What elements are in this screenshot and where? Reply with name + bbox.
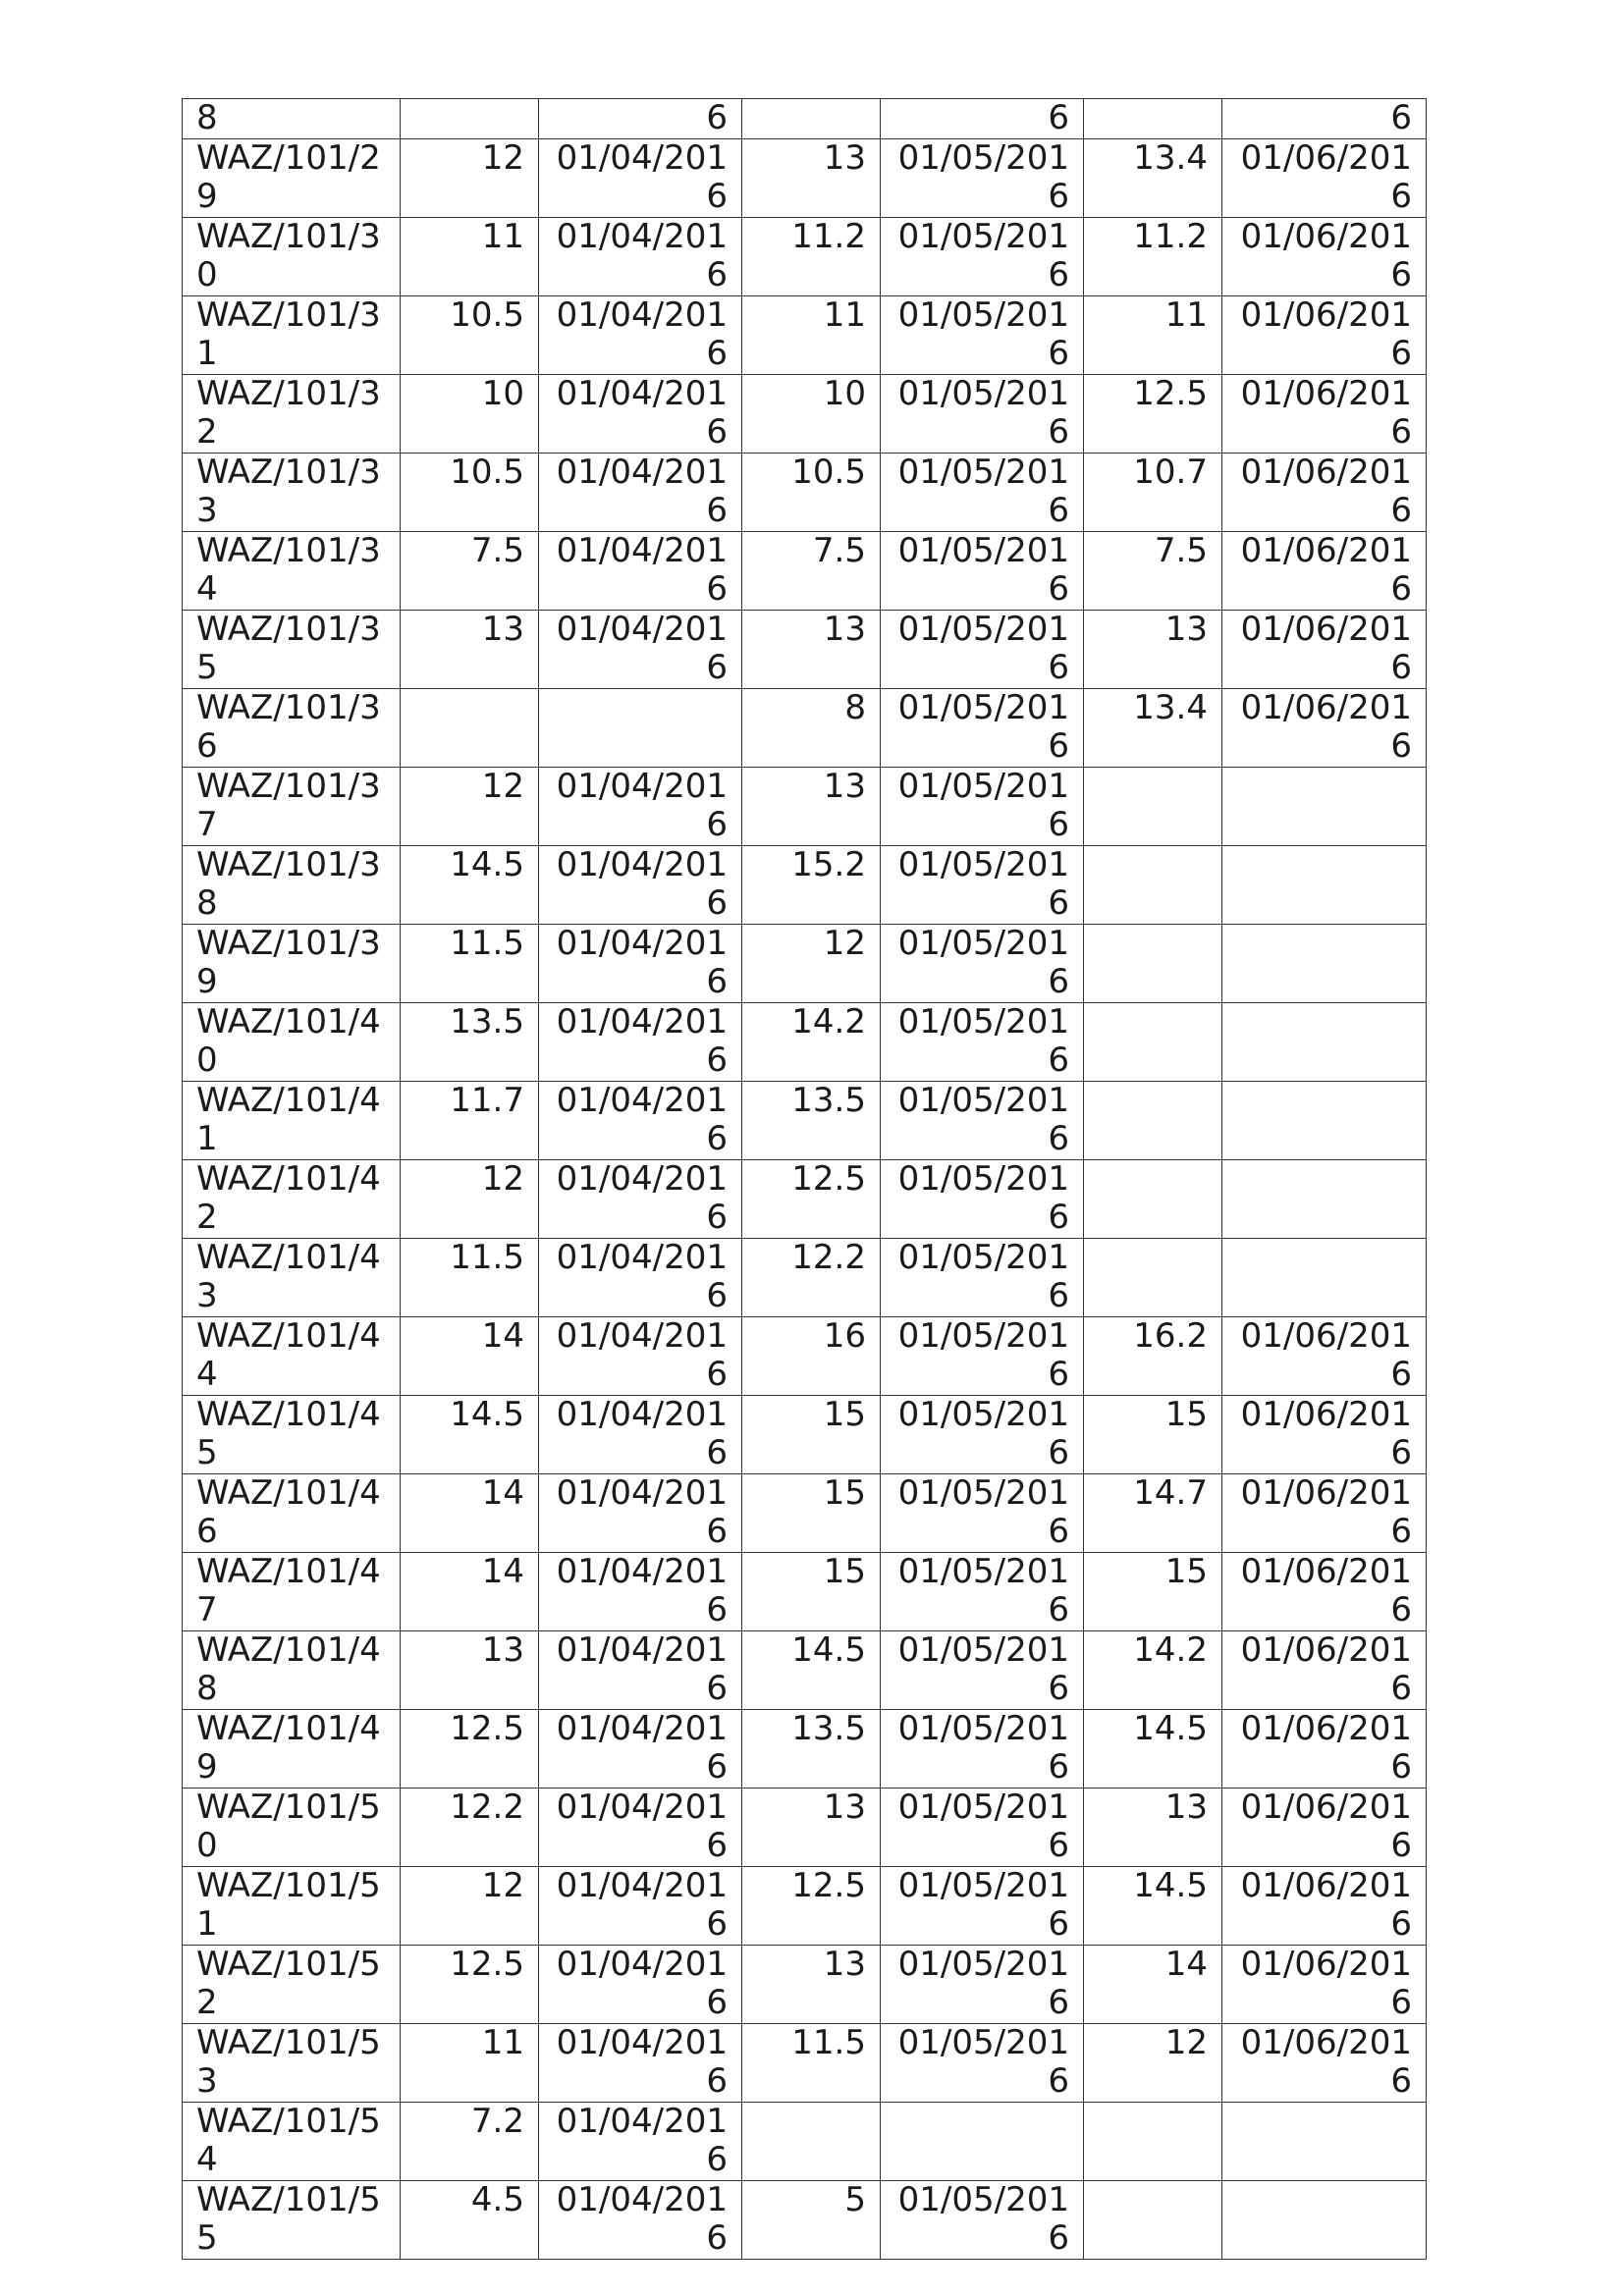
table-row-continued — [183, 99, 1427, 139]
date-1-cell: 01/04/2016 — [539, 2181, 742, 2260]
date-2-cell: 01/05/2016 — [881, 1710, 1084, 1789]
date-1-cell: 01/04/2016 — [539, 139, 742, 218]
date-3-cell: 01/06/2016 — [1222, 1631, 1427, 1710]
table-row — [183, 1396, 1427, 1474]
table-row — [183, 1082, 1427, 1160]
value-2-cell: 13 — [742, 611, 881, 689]
value-2-cell: 13.5 — [742, 1710, 881, 1789]
record-id-cell: WAZ/101/46 — [183, 1474, 401, 1553]
table-row — [183, 1160, 1427, 1239]
value-1-cell: 14.5 — [401, 1396, 539, 1474]
value-1-cell: 14 — [401, 1474, 539, 1553]
value-2-cell: 11 — [742, 296, 881, 375]
table-row — [183, 2103, 1427, 2181]
value-2-cell: 12.5 — [742, 1867, 881, 1946]
date-3-cell: 01/06/2016 — [1222, 1396, 1427, 1474]
value-2-cell: 13 — [742, 1946, 881, 2024]
value-1-cell: 10.5 — [401, 296, 539, 375]
value-1-cell — [401, 99, 539, 139]
date-2-cell: 01/05/2016 — [881, 1003, 1084, 1082]
value-2-cell: 10 — [742, 375, 881, 454]
date-3-cell: 01/06/2016 — [1222, 1710, 1427, 1789]
record-id-cell: WAZ/101/43 — [183, 1239, 401, 1317]
date-2-cell: 01/05/2016 — [881, 1239, 1084, 1317]
date-1-cell: 01/04/2016 — [539, 375, 742, 454]
value-1-cell: 11.5 — [401, 925, 539, 1003]
value-1-cell: 4.5 — [401, 2181, 539, 2260]
measurements-table — [182, 98, 1427, 2260]
date-2-cell: 01/05/2016 — [881, 218, 1084, 296]
table-row — [183, 1474, 1427, 1553]
date-2-cell — [881, 2103, 1084, 2181]
date-1-cell: 6 — [539, 99, 742, 139]
table-row — [183, 768, 1427, 846]
value-3-cell — [1084, 2181, 1222, 2260]
table-row — [183, 2024, 1427, 2103]
value-2-cell: 11.5 — [742, 2024, 881, 2103]
record-id-cell: WAZ/101/53 — [183, 2024, 401, 2103]
table-row — [183, 296, 1427, 375]
date-2-cell: 01/05/2016 — [881, 1553, 1084, 1631]
table-row — [183, 375, 1427, 454]
record-id-cell: WAZ/101/40 — [183, 1003, 401, 1082]
value-3-cell — [1084, 1160, 1222, 1239]
value-2-cell: 16 — [742, 1317, 881, 1396]
date-2-cell: 01/05/2016 — [881, 1474, 1084, 1553]
date-1-cell: 01/04/2016 — [539, 611, 742, 689]
date-1-cell: 01/04/2016 — [539, 1710, 742, 1789]
date-1-cell: 01/04/2016 — [539, 1631, 742, 1710]
record-id-cell: WAZ/101/37 — [183, 768, 401, 846]
record-id-cell: WAZ/101/52 — [183, 1946, 401, 2024]
value-2-cell: 13.5 — [742, 1082, 881, 1160]
value-3-cell — [1084, 846, 1222, 925]
value-3-cell — [1084, 2103, 1222, 2181]
value-2-cell: 15 — [742, 1474, 881, 1553]
date-1-cell: 01/04/2016 — [539, 532, 742, 611]
date-3-cell: 01/06/2016 — [1222, 1553, 1427, 1631]
date-3-cell — [1222, 1082, 1427, 1160]
date-3-cell: 01/06/2016 — [1222, 2024, 1427, 2103]
date-3-cell — [1222, 768, 1427, 846]
table-row — [183, 218, 1427, 296]
date-2-cell: 01/05/2016 — [881, 689, 1084, 768]
value-2-cell: 15.2 — [742, 846, 881, 925]
table-row — [183, 689, 1427, 768]
table-row — [183, 1003, 1427, 1082]
date-2-cell: 01/05/2016 — [881, 846, 1084, 925]
table-row — [183, 611, 1427, 689]
value-2-cell: 5 — [742, 2181, 881, 2260]
record-id-cell: WAZ/101/32 — [183, 375, 401, 454]
value-2-cell: 15 — [742, 1553, 881, 1631]
table-row — [183, 1789, 1427, 1867]
date-3-cell: 01/06/2016 — [1222, 218, 1427, 296]
record-id-cell: WAZ/101/33 — [183, 454, 401, 532]
date-2-cell: 01/05/2016 — [881, 139, 1084, 218]
date-2-cell: 01/05/2016 — [881, 1946, 1084, 2024]
date-3-cell — [1222, 2181, 1427, 2260]
date-2-cell: 01/05/2016 — [881, 1160, 1084, 1239]
table-body — [183, 99, 1427, 2260]
record-id-cell: WAZ/101/50 — [183, 1789, 401, 1867]
value-3-cell: 13 — [1084, 611, 1222, 689]
value-1-cell — [401, 689, 539, 768]
record-id-cell: WAZ/101/49 — [183, 1710, 401, 1789]
value-3-cell: 14.5 — [1084, 1710, 1222, 1789]
record-id-cell: WAZ/101/54 — [183, 2103, 401, 2181]
value-1-cell: 12 — [401, 768, 539, 846]
date-3-cell — [1222, 925, 1427, 1003]
date-1-cell: 01/04/2016 — [539, 296, 742, 375]
value-2-cell: 11.2 — [742, 218, 881, 296]
date-1-cell: 01/04/2016 — [539, 1082, 742, 1160]
table-row — [183, 1631, 1427, 1710]
date-1-cell: 01/04/2016 — [539, 1946, 742, 2024]
value-1-cell: 12 — [401, 1160, 539, 1239]
date-2-cell: 01/05/2016 — [881, 1317, 1084, 1396]
value-1-cell: 10.5 — [401, 454, 539, 532]
date-2-cell: 01/05/2016 — [881, 1082, 1084, 1160]
date-1-cell: 01/04/2016 — [539, 218, 742, 296]
value-3-cell: 11.2 — [1084, 218, 1222, 296]
table-row — [183, 846, 1427, 925]
table-row — [183, 1867, 1427, 1946]
date-2-cell: 01/05/2016 — [881, 925, 1084, 1003]
value-1-cell: 7.5 — [401, 532, 539, 611]
date-3-cell: 01/06/2016 — [1222, 532, 1427, 611]
record-id-cell: WAZ/101/29 — [183, 139, 401, 218]
value-1-cell: 12.2 — [401, 1789, 539, 1867]
date-1-cell — [539, 689, 742, 768]
record-id-cell: WAZ/101/51 — [183, 1867, 401, 1946]
value-3-cell: 13.4 — [1084, 139, 1222, 218]
date-3-cell: 01/06/2016 — [1222, 1474, 1427, 1553]
table-row — [183, 1946, 1427, 2024]
value-2-cell: 12.2 — [742, 1239, 881, 1317]
table-row — [183, 139, 1427, 218]
table-row — [183, 1553, 1427, 1631]
date-3-cell: 01/06/2016 — [1222, 139, 1427, 218]
value-1-cell: 14.5 — [401, 846, 539, 925]
record-id-cell: WAZ/101/45 — [183, 1396, 401, 1474]
record-id-cell: WAZ/101/47 — [183, 1553, 401, 1631]
table-row — [183, 2181, 1427, 2260]
date-3-cell — [1222, 1239, 1427, 1317]
date-2-cell: 01/05/2016 — [881, 296, 1084, 375]
date-3-cell: 01/06/2016 — [1222, 689, 1427, 768]
date-2-cell: 01/05/2016 — [881, 1631, 1084, 1710]
table-row — [183, 532, 1427, 611]
date-1-cell: 01/04/2016 — [539, 768, 742, 846]
value-3-cell: 15 — [1084, 1553, 1222, 1631]
value-3-cell: 13 — [1084, 1789, 1222, 1867]
date-3-cell: 01/06/2016 — [1222, 1789, 1427, 1867]
value-3-cell: 14.7 — [1084, 1474, 1222, 1553]
value-3-cell — [1084, 925, 1222, 1003]
record-id-cell: WAZ/101/55 — [183, 2181, 401, 2260]
value-2-cell: 12.5 — [742, 1160, 881, 1239]
date-2-cell: 01/05/2016 — [881, 768, 1084, 846]
value-3-cell — [1084, 1239, 1222, 1317]
date-3-cell: 01/06/2016 — [1222, 1946, 1427, 2024]
value-1-cell: 7.2 — [401, 2103, 539, 2181]
table-row — [183, 1317, 1427, 1396]
value-1-cell: 12.5 — [401, 1710, 539, 1789]
table-row — [183, 925, 1427, 1003]
date-2-cell: 01/05/2016 — [881, 1789, 1084, 1867]
date-3-cell: 01/06/2016 — [1222, 1867, 1427, 1946]
value-1-cell: 12 — [401, 1867, 539, 1946]
value-3-cell: 15 — [1084, 1396, 1222, 1474]
value-1-cell: 11.7 — [401, 1082, 539, 1160]
date-3-cell — [1222, 2103, 1427, 2181]
value-3-cell: 13.4 — [1084, 689, 1222, 768]
date-2-cell: 01/05/2016 — [881, 2181, 1084, 2260]
value-2-cell: 13 — [742, 139, 881, 218]
date-3-cell: 01/06/2016 — [1222, 611, 1427, 689]
value-3-cell: 10.7 — [1084, 454, 1222, 532]
date-2-cell: 6 — [881, 99, 1084, 139]
date-1-cell: 01/04/2016 — [539, 1317, 742, 1396]
value-1-cell: 11 — [401, 2024, 539, 2103]
table-row — [183, 1239, 1427, 1317]
value-2-cell: 14.2 — [742, 1003, 881, 1082]
date-1-cell: 01/04/2016 — [539, 1474, 742, 1553]
value-1-cell: 11 — [401, 218, 539, 296]
date-3-cell: 6 — [1222, 99, 1427, 139]
value-1-cell: 10 — [401, 375, 539, 454]
value-3-cell: 12 — [1084, 2024, 1222, 2103]
date-1-cell: 01/04/2016 — [539, 1789, 742, 1867]
date-1-cell: 01/04/2016 — [539, 1239, 742, 1317]
date-1-cell: 01/04/2016 — [539, 1003, 742, 1082]
record-id-cell: WAZ/101/44 — [183, 1317, 401, 1396]
value-1-cell: 11.5 — [401, 1239, 539, 1317]
table-row — [183, 1710, 1427, 1789]
value-1-cell: 13 — [401, 1631, 539, 1710]
date-2-cell: 01/05/2016 — [881, 454, 1084, 532]
value-3-cell: 11 — [1084, 296, 1222, 375]
value-2-cell: 10.5 — [742, 454, 881, 532]
value-2-cell: 7.5 — [742, 532, 881, 611]
record-id-cell: WAZ/101/41 — [183, 1082, 401, 1160]
record-id-cell: 8 — [183, 99, 401, 139]
date-1-cell: 01/04/2016 — [539, 925, 742, 1003]
date-3-cell — [1222, 1160, 1427, 1239]
date-1-cell: 01/04/2016 — [539, 2103, 742, 2181]
value-1-cell: 12 — [401, 139, 539, 218]
date-3-cell: 01/06/2016 — [1222, 375, 1427, 454]
value-2-cell: 12 — [742, 925, 881, 1003]
value-2-cell: 13 — [742, 768, 881, 846]
value-1-cell: 13 — [401, 611, 539, 689]
record-id-cell: WAZ/101/31 — [183, 296, 401, 375]
date-3-cell — [1222, 846, 1427, 925]
value-3-cell: 16.2 — [1084, 1317, 1222, 1396]
date-3-cell: 01/06/2016 — [1222, 454, 1427, 532]
value-2-cell — [742, 2103, 881, 2181]
record-id-cell: WAZ/101/42 — [183, 1160, 401, 1239]
date-2-cell: 01/05/2016 — [881, 611, 1084, 689]
record-id-cell: WAZ/101/35 — [183, 611, 401, 689]
date-3-cell: 01/06/2016 — [1222, 296, 1427, 375]
value-2-cell: 14.5 — [742, 1631, 881, 1710]
date-2-cell: 01/05/2016 — [881, 1867, 1084, 1946]
value-3-cell: 12.5 — [1084, 375, 1222, 454]
value-3-cell — [1084, 99, 1222, 139]
date-1-cell: 01/04/2016 — [539, 846, 742, 925]
date-2-cell: 01/05/2016 — [881, 532, 1084, 611]
record-id-cell: WAZ/101/34 — [183, 532, 401, 611]
record-id-cell: WAZ/101/36 — [183, 689, 401, 768]
value-1-cell: 14 — [401, 1317, 539, 1396]
value-3-cell: 14.2 — [1084, 1631, 1222, 1710]
value-1-cell: 12.5 — [401, 1946, 539, 2024]
value-3-cell — [1084, 768, 1222, 846]
record-id-cell: WAZ/101/48 — [183, 1631, 401, 1710]
value-1-cell: 13.5 — [401, 1003, 539, 1082]
date-2-cell: 01/05/2016 — [881, 1396, 1084, 1474]
date-1-cell: 01/04/2016 — [539, 2024, 742, 2103]
value-2-cell: 8 — [742, 689, 881, 768]
value-3-cell: 7.5 — [1084, 532, 1222, 611]
value-2-cell: 15 — [742, 1396, 881, 1474]
date-1-cell: 01/04/2016 — [539, 1396, 742, 1474]
record-id-cell: WAZ/101/38 — [183, 846, 401, 925]
date-3-cell: 01/06/2016 — [1222, 1317, 1427, 1396]
table-row — [183, 454, 1427, 532]
value-2-cell — [742, 99, 881, 139]
date-1-cell: 01/04/2016 — [539, 1160, 742, 1239]
value-3-cell — [1084, 1003, 1222, 1082]
record-id-cell: WAZ/101/30 — [183, 218, 401, 296]
date-2-cell: 01/05/2016 — [881, 2024, 1084, 2103]
date-1-cell: 01/04/2016 — [539, 1553, 742, 1631]
date-1-cell: 01/04/2016 — [539, 454, 742, 532]
date-3-cell — [1222, 1003, 1427, 1082]
value-3-cell — [1084, 1082, 1222, 1160]
date-2-cell: 01/05/2016 — [881, 375, 1084, 454]
value-3-cell: 14 — [1084, 1946, 1222, 2024]
value-2-cell: 13 — [742, 1789, 881, 1867]
value-1-cell: 14 — [401, 1553, 539, 1631]
value-3-cell: 14.5 — [1084, 1867, 1222, 1946]
date-1-cell: 01/04/2016 — [539, 1867, 742, 1946]
record-id-cell: WAZ/101/39 — [183, 925, 401, 1003]
